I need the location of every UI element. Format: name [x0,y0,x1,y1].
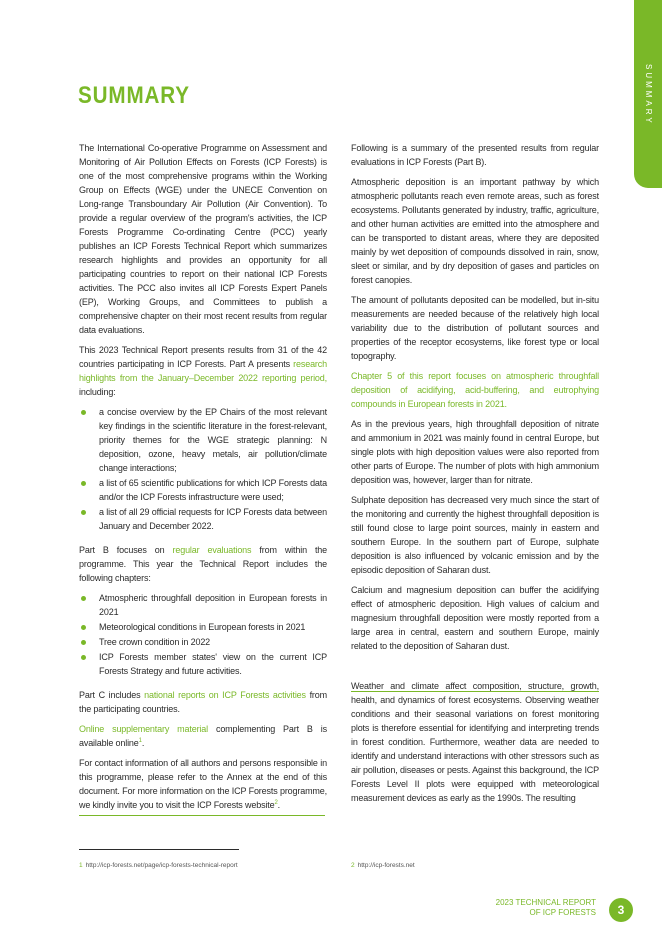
list-item: ICP Forests member states' view on the current ICP Forests Strategy and future activities. [79,650,327,678]
right-column-divider [351,691,599,692]
bullet-icon [81,640,86,645]
page-number: 3 [609,898,633,922]
part-b-paragraph: Part B focuses on regular evaluations from within the programme. This year the Technical Report includes the following chapters: [79,545,328,583]
right-column [351,141,599,811]
bullet-icon [81,596,86,601]
research-highlights-link[interactable]: research highlights from the January–December 2022 reporting period, [79,359,327,383]
left-column-divider [79,815,325,816]
list-item: a concise overview by the EP Chairs of the most relevant key findings in the scientific literature in the forest-relevant, priority themes for the WGE strategic planning: N deposition, ozone, heavy metals, air pollution/climate change interactions; [79,405,327,475]
list-item: Atmospheric throughfall deposition in European forests in 2021 [79,591,327,619]
national-reports-link[interactable]: national reports on ICP Forests activities [144,690,306,700]
supplementary-material-link[interactable]: Online supplementary material [79,724,208,734]
section-spacer [351,659,599,679]
chapter-5-link[interactable]: Chapter 5 of this report focuses on atmospheric throughfall deposition of acidifying, acid-buffering, and eutrophying compounds in European forests in 2021. [351,371,599,409]
list-item: a list of 65 scientific publications for which ICP Forests data and/or the ICP Forests infrastructure were used; [79,476,327,504]
part-a-list [79,405,327,533]
sulphate-paragraph: Sulphate deposition has decreased very much since the start of the monitoring and currently the highest throughfall deposition is still found close to large point sources, mainly in eastern and southern Europe. In the southern part of Europe, sulphate deposition is also influenced by volcanic emission and by the episodic deposition of Saharan dust. [351,495,599,575]
page-title: SUMMARY [78,82,190,109]
regular-evaluations-link[interactable]: regular evaluations [172,545,252,555]
intro-paragraph: The International Co-operative Programme on Assessment and Monitoring of Air Pollution Effects on Forests (ICP Forests) is one of the most comprehensive programs within the Working Group on Effects (WGE) under the UNECE Convention on Long-range Transboundary Air Pollution (Air Convention). To provide a regular overview of the program's activities, the ICP Forests Programme Co-ordinating Centre (PCC) yearly publishes an ICP Forests Technical Report which summarizes research highlights and provides an opportunity for all participating countries to report on their national ICP Forests activities. The PCC also invites all ICP Forests Expert Panels (EP), Working Groups, and Committees to publish a comprehensive chapter on their most recent results from regular data evaluations. [79,143,327,335]
footnote-2: 2 http://icp-forests.net [351,862,415,869]
bullet-icon [81,481,86,486]
supplementary-paragraph: Online supplementary material complementing Part B is available online$^1$. [79,724,327,748]
deposition-paragraph: Atmospheric deposition is an important pathway by which atmospheric pollutants reach even remote areas, such as forest ecosystems. Pollutants generated by industry, traffic, agriculture, and other human activities are emitted into the atmosphere and can be transported to distant areas, where they are deposited mainly by wet deposition of compounds dissolved in rain, snow, sleet or similar, and by dry deposition of gases and particles on forest canopies. [351,177,599,285]
part-b-list [79,591,327,678]
footnote-ref-1[interactable]: 1 [138,738,142,744]
footnote-1-url[interactable]: http://icp-forests.net/page/icp-forests-technical-report [85,862,238,869]
contact-paragraph: For contact information of all authors and persons responsible in this programme, please refer to the Annex at the end of this document. For more information on the ICP Forests programme, we kindly invite you to visit the ICP Forests website$^2$. [79,758,327,810]
footnote-1: 1 http://icp-forests.net/page/icp-forests-technical-report [79,862,238,869]
bullet-icon [81,510,86,515]
footnote-2-url[interactable]: http://icp-forests.net [357,862,415,869]
footnote-ref-2[interactable]: 2 [274,800,278,806]
summary-intro-paragraph: Following is a summary of the presented results from regular evaluations in ICP Forests (Part B). [351,143,599,167]
calcium-paragraph: Calcium and magnesium deposition can buffer the acidifying effect of atmospheric deposition. High values of calcium and magnesium throughfall deposition were mostly reported from a large area in central, eastern and southern Europe, mainly related to the deposition of Saharan dust. [351,585,599,651]
part-c-paragraph: Part C includes national reports on ICP Forests activities from the participating countries. [79,690,327,714]
list-item: a list of all 29 official requests for ICP Forests data between January and December 2022. [79,505,327,533]
list-item: Meteorological conditions in European forests in 2021 [79,620,327,634]
nitrate-paragraph: As in the previous years, high throughfall deposition of nitrate and ammonium in 2021 was mainly found in central Europe, but single plots with high deposition values were also reported from other parts of Europe. The number of plots with high ammonium deposition was, however, larger than for nitrate. [351,419,599,485]
bullet-icon [81,625,86,630]
left-column [79,141,327,818]
bullet-icon [81,655,86,660]
bullet-icon [81,410,86,415]
section-tab-label: SUMMARY [644,64,653,126]
running-footer: 2023 TECHNICAL REPORT OF ICP FORESTS [495,898,596,917]
report-overview-paragraph: This 2023 Technical Report presents results from 31 of the 42 countries participating in ICP Forests. Part A presents research highlights from the January–December 2022 reporting period, including: [79,345,327,397]
footnote-divider [79,849,239,850]
modelling-paragraph: The amount of pollutants deposited can be modelled, but in-situ measurements are needed because of the relatively high local variability due to the distribution of pollutant sources and properties of the receptor ecosystems, like forest type or local topography. [351,295,599,361]
list-item: Tree crown condition in 2022 [79,635,327,649]
weather-paragraph: Weather and climate affect composition, structure, growth, health, and dynamics of forest ecosystems. Observing weather conditions and their seasonal variations on forest monitoring plots is therefore essential for identifying and interpreting trends in forest condition. Furthermore, weather data are needed to identify and understand interactions with other stressors such as air pollution, diseases or pests. Against this background, the ICP Forests Level II plots were equipped with meteorological measurement devices as early as the 1990s. The resulting [351,681,599,803]
